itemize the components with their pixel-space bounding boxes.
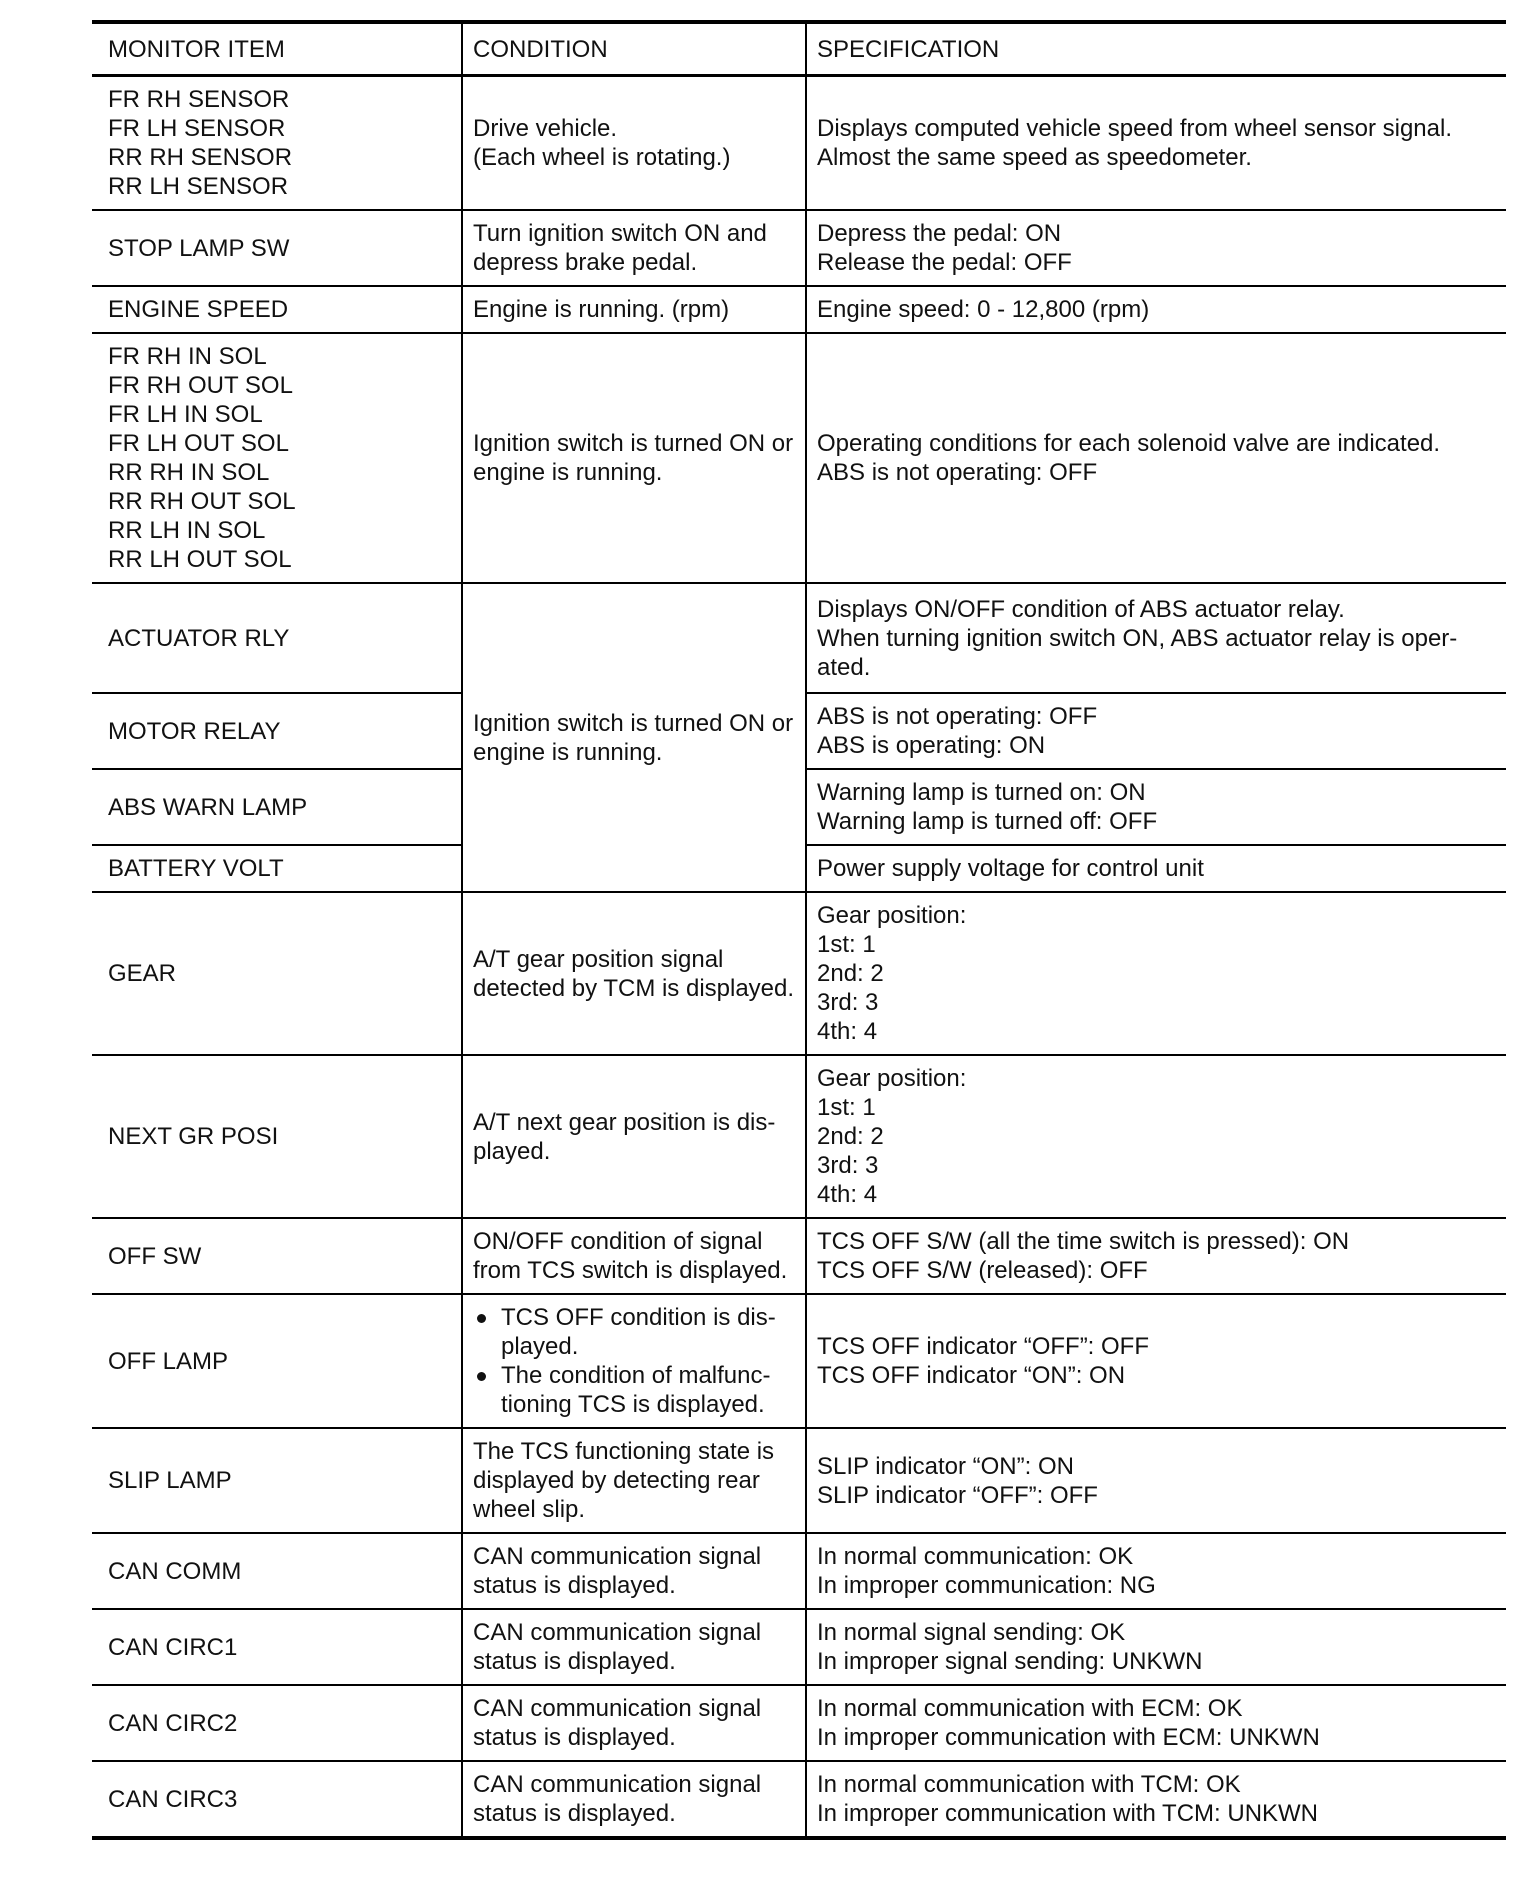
specification-cell <box>806 583 1506 693</box>
specification-text: Displays ON/OFF condition of ABS actuator relay. <box>817 595 1345 623</box>
specification-text: ABS is not operating: OFF <box>817 459 1098 486</box>
monitor-item: GEAR <box>108 960 177 987</box>
specification-text: In normal communication with ECM: OK <box>817 1695 1243 1722</box>
monitor-item: OFF LAMP <box>108 1347 229 1375</box>
condition-text: Engine is running. (rpm) <box>473 296 730 323</box>
monitor-item: OFF SW <box>108 1242 202 1270</box>
specification-cell <box>806 1761 1506 1838</box>
specification-text: TCS OFF indicator “OFF”: OFF <box>817 1333 1150 1360</box>
monitor-item: FR LH IN SOL <box>108 401 263 428</box>
monitor-item: FR LH SENSOR <box>108 115 286 142</box>
condition-text: wheel slip. <box>473 1496 586 1523</box>
condition-text: status is displayed. <box>473 1800 676 1827</box>
specification-text: Warning lamp is turned on: ON <box>817 779 1146 806</box>
condition-text: ON/OFF condition of signal <box>473 1228 763 1255</box>
monitor-item: ENGINE SPEED <box>108 296 289 323</box>
monitor-item-cell <box>92 845 462 892</box>
monitor-item: ACTUATOR RLY <box>108 624 290 652</box>
monitor-item-cell <box>92 286 462 333</box>
monitor-item-cell <box>92 1761 462 1838</box>
specification-text: SLIP indicator “OFF”: OFF <box>817 1481 1098 1509</box>
condition-text: (Each wheel is rotating.) <box>473 144 731 171</box>
specification-cell <box>806 845 1506 892</box>
specification-text: TCS OFF indicator “ON”: ON <box>817 1362 1126 1389</box>
specification-cell <box>806 1294 1506 1428</box>
condition-text: detected by TCM is displayed. <box>473 974 795 1002</box>
condition-text: CAN communication signal <box>473 1695 762 1722</box>
monitor-item: FR RH SENSOR <box>108 86 290 113</box>
specification-text: Gear position: <box>817 902 967 929</box>
condition-cell <box>462 1294 806 1428</box>
table-row <box>92 333 1506 583</box>
condition-cell <box>462 210 806 286</box>
condition-cell <box>462 1218 806 1294</box>
table-row <box>92 1055 1506 1218</box>
table-row <box>92 1428 1506 1533</box>
condition-bullet <box>473 1303 795 1361</box>
specification-cell <box>806 1055 1506 1218</box>
condition-cell <box>462 1428 806 1533</box>
condition-text: The condition of malfunc- <box>501 1362 771 1389</box>
monitor-item-cell <box>92 583 462 693</box>
condition-text: engine is running. <box>473 738 663 766</box>
specification-text: SLIP indicator “ON”: ON <box>817 1452 1074 1480</box>
monitor-item-cell <box>92 1294 462 1428</box>
specification-text: Warning lamp is turned off: OFF <box>817 808 1158 835</box>
condition-text: Ignition switch is turned ON or <box>473 430 794 457</box>
condition-text: CAN communication signal <box>473 1543 762 1570</box>
monitor-item-cell <box>92 1533 462 1609</box>
specification-text: Operating conditions for each solenoid valve are indicated. <box>817 430 1441 457</box>
specification-text: Almost the same speed as speedometer. <box>817 144 1252 171</box>
table-row <box>92 1685 1506 1761</box>
table-row <box>92 1609 1506 1685</box>
table-row <box>92 1533 1506 1609</box>
condition-bullet-list <box>473 1303 795 1419</box>
specification-cell <box>806 1218 1506 1294</box>
condition-cell <box>462 1533 806 1609</box>
condition-text: tioning TCS is displayed. <box>501 1391 765 1418</box>
specification-cell <box>806 1428 1506 1533</box>
specification-text: 1st: 1 <box>817 931 876 958</box>
condition-text: A/T gear position signal <box>473 945 724 973</box>
table-row <box>92 286 1506 333</box>
table-row <box>92 76 1506 211</box>
header-row <box>92 22 1506 76</box>
specification-text: When turning ignition switch ON, ABS actuator relay is oper- <box>817 624 1458 652</box>
condition-cell <box>462 1685 806 1761</box>
specification-cell <box>806 892 1506 1055</box>
condition-cell <box>462 1761 806 1838</box>
specification-text: Depress the pedal: ON <box>817 220 1062 247</box>
condition-text: status is displayed. <box>473 1724 676 1751</box>
specification-text: 1st: 1 <box>817 1094 876 1121</box>
condition-cell <box>462 333 806 583</box>
specification-text: TCS OFF S/W (all the time switch is pressed): ON <box>817 1228 1350 1255</box>
condition-text: status is displayed. <box>473 1572 676 1599</box>
condition-text: engine is running. <box>473 459 663 486</box>
monitor-item-cell <box>92 1055 462 1218</box>
table-row <box>92 583 1506 693</box>
monitor-item-cell <box>92 769 462 845</box>
condition-bullet <box>473 1361 795 1419</box>
specification-text: 2nd: 2 <box>817 960 884 987</box>
specification-text: ABS is operating: ON <box>817 732 1046 759</box>
monitor-item: CAN COMM <box>108 1557 242 1585</box>
header-specification: SPECIFICATION <box>806 22 1506 76</box>
specification-cell <box>806 286 1506 333</box>
monitor-item: BATTERY VOLT <box>108 855 284 882</box>
condition-text: Turn ignition switch ON and <box>473 220 767 247</box>
monitor-item: NEXT GR POSI <box>108 1123 279 1150</box>
monitor-item: ABS WARN LAMP <box>108 793 308 821</box>
specification-text: Gear position: <box>817 1065 967 1092</box>
specification-cell <box>806 769 1506 845</box>
condition-text: TCS OFF condition is dis- <box>501 1304 776 1331</box>
monitor-item: RR LH SENSOR <box>108 173 289 200</box>
header-monitor-item: MONITOR ITEM <box>92 22 462 76</box>
condition-text: A/T next gear position is dis- <box>473 1108 776 1136</box>
specification-text: Release the pedal: OFF <box>817 249 1072 276</box>
specification-text: 3rd: 3 <box>817 989 879 1016</box>
specification-cell <box>806 1533 1506 1609</box>
specification-text: Power supply voltage for control unit <box>817 855 1204 882</box>
monitor-item: RR RH IN SOL <box>108 459 270 486</box>
table-row <box>92 210 1506 286</box>
condition-cell <box>462 1055 806 1218</box>
specification-text: In normal signal sending: OK <box>817 1619 1126 1646</box>
condition-text: played. <box>473 1137 551 1165</box>
specification-cell <box>806 76 1506 211</box>
monitor-item-cell <box>92 1609 462 1685</box>
specification-text: 3rd: 3 <box>817 1152 879 1179</box>
specification-text: ABS is not operating: OFF <box>817 703 1098 730</box>
monitor-item: MOTOR RELAY <box>108 717 281 745</box>
condition-text: depress brake pedal. <box>473 249 698 276</box>
monitor-item: RR RH SENSOR <box>108 144 293 171</box>
specification-text: In improper communication: NG <box>817 1572 1156 1599</box>
monitor-item-table <box>92 20 1506 1840</box>
monitor-item: CAN CIRC1 <box>108 1633 238 1661</box>
condition-text: Ignition switch is turned ON or <box>473 709 794 737</box>
monitor-item: CAN CIRC2 <box>108 1709 238 1737</box>
monitor-item-cell <box>92 1685 462 1761</box>
condition-text: The TCS functioning state is <box>473 1438 775 1465</box>
specification-cell <box>806 1685 1506 1761</box>
monitor-item-cell <box>92 333 462 583</box>
condition-cell <box>462 583 806 892</box>
specification-text: In improper signal sending: UNKWN <box>817 1648 1203 1675</box>
monitor-item: FR LH OUT SOL <box>108 430 289 457</box>
table-row <box>92 892 1506 1055</box>
specification-text: 4th: 4 <box>817 1181 878 1208</box>
table-row <box>92 1218 1506 1294</box>
specification-cell <box>806 333 1506 583</box>
condition-text: status is displayed. <box>473 1648 676 1675</box>
specification-text: ated. <box>817 653 871 681</box>
condition-cell <box>462 892 806 1055</box>
condition-cell <box>462 286 806 333</box>
monitor-item: STOP LAMP SW <box>108 234 290 262</box>
monitor-item: CAN CIRC3 <box>108 1785 238 1813</box>
monitor-item: FR RH IN SOL <box>108 343 267 370</box>
monitor-item-cell <box>92 892 462 1055</box>
specification-cell <box>806 693 1506 769</box>
table-row <box>92 1761 1506 1838</box>
monitor-item: SLIP LAMP <box>108 1467 232 1494</box>
monitor-item: FR RH OUT SOL <box>108 372 293 399</box>
condition-text: CAN communication signal <box>473 1619 762 1646</box>
condition-text: Drive vehicle. <box>473 115 618 142</box>
table-row <box>92 1294 1506 1428</box>
specification-text: 4th: 4 <box>817 1018 878 1045</box>
specification-cell <box>806 1609 1506 1685</box>
monitor-item-cell <box>92 693 462 769</box>
condition-text: displayed by detecting rear <box>473 1467 760 1494</box>
specification-text: In normal communication with TCM: OK <box>817 1771 1241 1798</box>
monitor-item: RR RH OUT SOL <box>108 488 296 515</box>
monitor-item-cell <box>92 210 462 286</box>
specification-text: Displays computed vehicle speed from wheel sensor signal. <box>817 115 1452 142</box>
monitor-item-cell <box>92 76 462 211</box>
condition-text: CAN communication signal <box>473 1771 762 1798</box>
monitor-item: RR LH IN SOL <box>108 517 266 544</box>
monitor-item-cell <box>92 1218 462 1294</box>
specification-text: TCS OFF S/W (released): OFF <box>817 1257 1148 1284</box>
specification-text: In improper communication with TCM: UNKWN <box>817 1800 1319 1827</box>
condition-cell <box>462 76 806 211</box>
header-condition: CONDITION <box>462 22 806 76</box>
specification-cell <box>806 210 1506 286</box>
condition-text: from TCS switch is displayed. <box>473 1257 788 1284</box>
specification-text: Engine speed: 0 - 12,800 (rpm) <box>817 296 1150 323</box>
specification-text: In normal communication: OK <box>817 1543 1134 1570</box>
monitor-item-cell <box>92 1428 462 1533</box>
specification-text: In improper communication with ECM: UNKWN <box>817 1724 1320 1751</box>
condition-cell <box>462 1609 806 1685</box>
condition-text: played. <box>501 1333 579 1360</box>
monitor-item: RR LH OUT SOL <box>108 546 292 573</box>
specification-text: 2nd: 2 <box>817 1123 884 1150</box>
